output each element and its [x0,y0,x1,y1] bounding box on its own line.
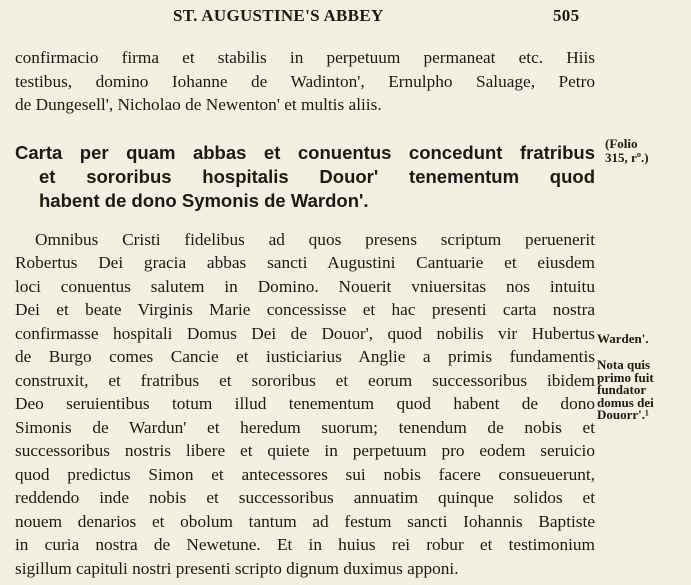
running-head-title: ST. AUGUSTINE'S ABBEY [173,6,384,25]
margin-note-folio [605,137,649,165]
heading-line: habent de dono Symonis de Wardon'. [39,189,369,211]
text-line: Robertus Dei gracia abbas sancti Augustini Cantuarie et eiusdem [15,253,595,272]
text-line: testibus, domino Iohanne de Wadinton', Ernulpho Saluage, Petro [15,71,595,91]
margin-note-warden: Warden'. [597,331,649,346]
margin-note-line: domus dei [597,394,654,410]
margin-note-line: (Folio [605,136,638,151]
text-line: Deo seruientibus totum illud tenementum quod habent de dono [15,394,595,413]
margin-note-line: Douorr'.¹ [597,407,649,422]
margin-note-line: primo fuit [597,369,654,385]
text-line: reddendo inde nobis et successoribus annuatim quinque solidos et [15,488,595,507]
charter-heading [15,141,595,213]
text-line: nouem denarios et obolum tantum ad festum sancti Iohannis Baptiste [15,511,595,531]
charter-paragraph [15,228,595,581]
text-line: loci conuentus salutem in Domino. Nouerit vniuersitas nos intuitu [15,276,595,296]
text-line: Simonis de Wardun' et heredum suorum; tenendum de nobis et [15,417,595,437]
text-line: in curia nostra de Newetune. Et in huius rei robur et testimonium [15,535,595,554]
text-line: sigillum capituli nostri presenti scripto dignum duximus apponi. [15,558,459,578]
text-line: quod predictus Simon et antecessores sui nobis facere consueuerunt, [15,464,595,484]
margin-note-line: fundator [597,382,647,397]
text-line: successoribus nostris libere et quiete in perpetuum pro eodem seruicio [15,441,595,460]
text-line: Omnibus Cristi fidelibus ad quos presens scriptum peruenerit [35,229,595,249]
heading-line: et sororibus hospitalis Douor' tenementum quod [39,165,595,187]
page-number: 505 [553,6,580,25]
heading-line: Carta per quam abbas et conuentus concedunt fratribus [15,141,595,163]
margin-note-line: Nota quis [597,357,651,372]
text-line: confirmacio firma et stabilis in perpetuum permaneat etc. Hiis [15,48,595,67]
text-line: construxit, et fratribus et sororibus et eorum successoribus ibidem [15,370,595,390]
text-line: confirmasse hospitali Domus Dei de Douor', quod nobilis vir Hubertus [15,323,595,343]
margin-note-line: 315, rº.) [605,150,649,165]
intro-paragraph [15,46,595,117]
margin-note-founder [597,359,654,422]
text-line: Dei et beate Virginis Marie concessisse et hac presenti carta nostra [15,300,595,319]
main-text [15,46,595,580]
text-line: de Burgo comes Cancie et iusticiarius Anglie a primis fundamentis [15,347,595,366]
text-line: de Dungesell', Nicholao de Newenton' et multis aliis. [15,95,382,114]
